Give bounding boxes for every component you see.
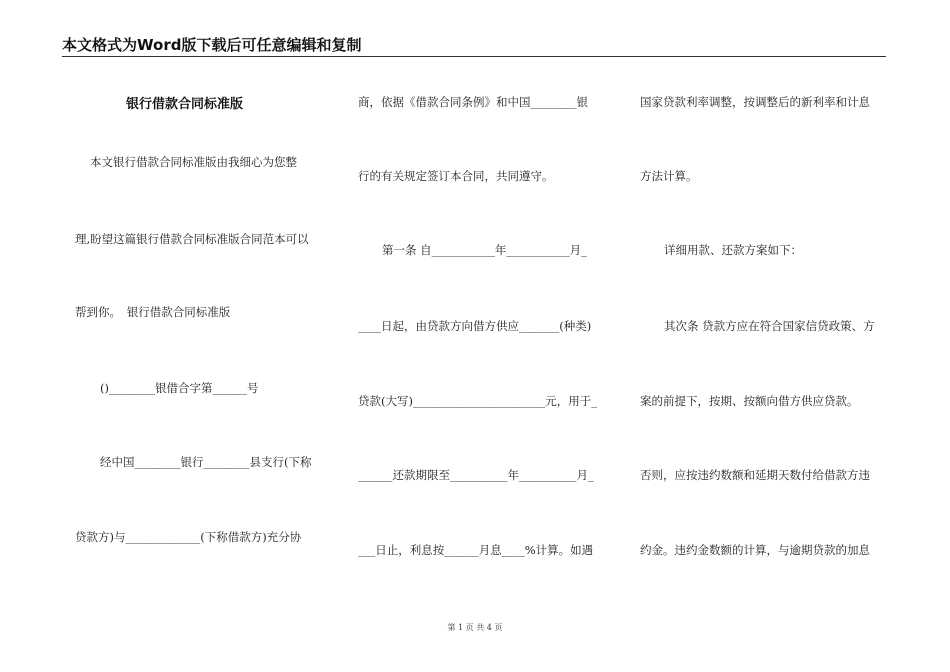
document-title: 银行借款合同标准版	[126, 97, 244, 112]
page-footer: 第 1 页 共 4 页	[447, 623, 503, 632]
paragraph-line: 其次条 贷款方应在符合国家信贷政策、方	[664, 319, 875, 333]
paragraph-line: ()________银借合字第______号	[100, 381, 259, 395]
paragraph-line: 商，依据《借款合同条例》和中国________银	[358, 95, 588, 109]
paragraph-line: 否则，应按违约数额和延期天数付给借款方违	[640, 468, 870, 482]
paragraph-line: 第一条 自___________年___________月_	[382, 243, 587, 257]
paragraph-line: 约金。违约金数额的计算，与逾期贷款的加息	[640, 543, 870, 557]
paragraph-line: 贷款方)与_____________(下称借款方)充分协	[75, 530, 302, 544]
paragraph-line: 理,盼望这篇银行借款合同标准版合同范本可以	[75, 232, 309, 246]
column-2	[358, 0, 608, 672]
paragraph-line: 案的前提下，按期、按额向借方供应贷款。	[640, 394, 859, 408]
column-3	[640, 0, 890, 672]
paragraph-line: 贷款(大写)_______________________元，用于_	[358, 394, 597, 408]
paragraph-line: 方法计算。	[640, 169, 698, 183]
header-text: 本文格式为Word版下载后可任意编辑和复制	[62, 36, 362, 54]
paragraph-line: 经中国________银行________县支行(下称	[100, 455, 312, 469]
paragraph-line: 详细用款、还款方案如下：	[664, 243, 802, 257]
paragraph-line: 帮到你。 银行借款合同标准版	[75, 305, 231, 319]
paragraph-line: ______还款期限至__________年__________月_	[358, 468, 594, 482]
paragraph-line: ____日起，由贷款方向借方供应_______(种类)	[358, 319, 592, 333]
paragraph-line: 本文银行借款合同标准版由我细心为您整	[90, 155, 297, 169]
paragraph-line: 行的有关规定签订本合同，共同遵守。	[358, 169, 554, 183]
column-1	[62, 0, 322, 672]
paragraph-line: ___日止，利息按______月息____%计算。如遇	[358, 543, 594, 557]
paragraph-line: 国家贷款利率调整，按调整后的新利率和计息	[640, 95, 870, 109]
